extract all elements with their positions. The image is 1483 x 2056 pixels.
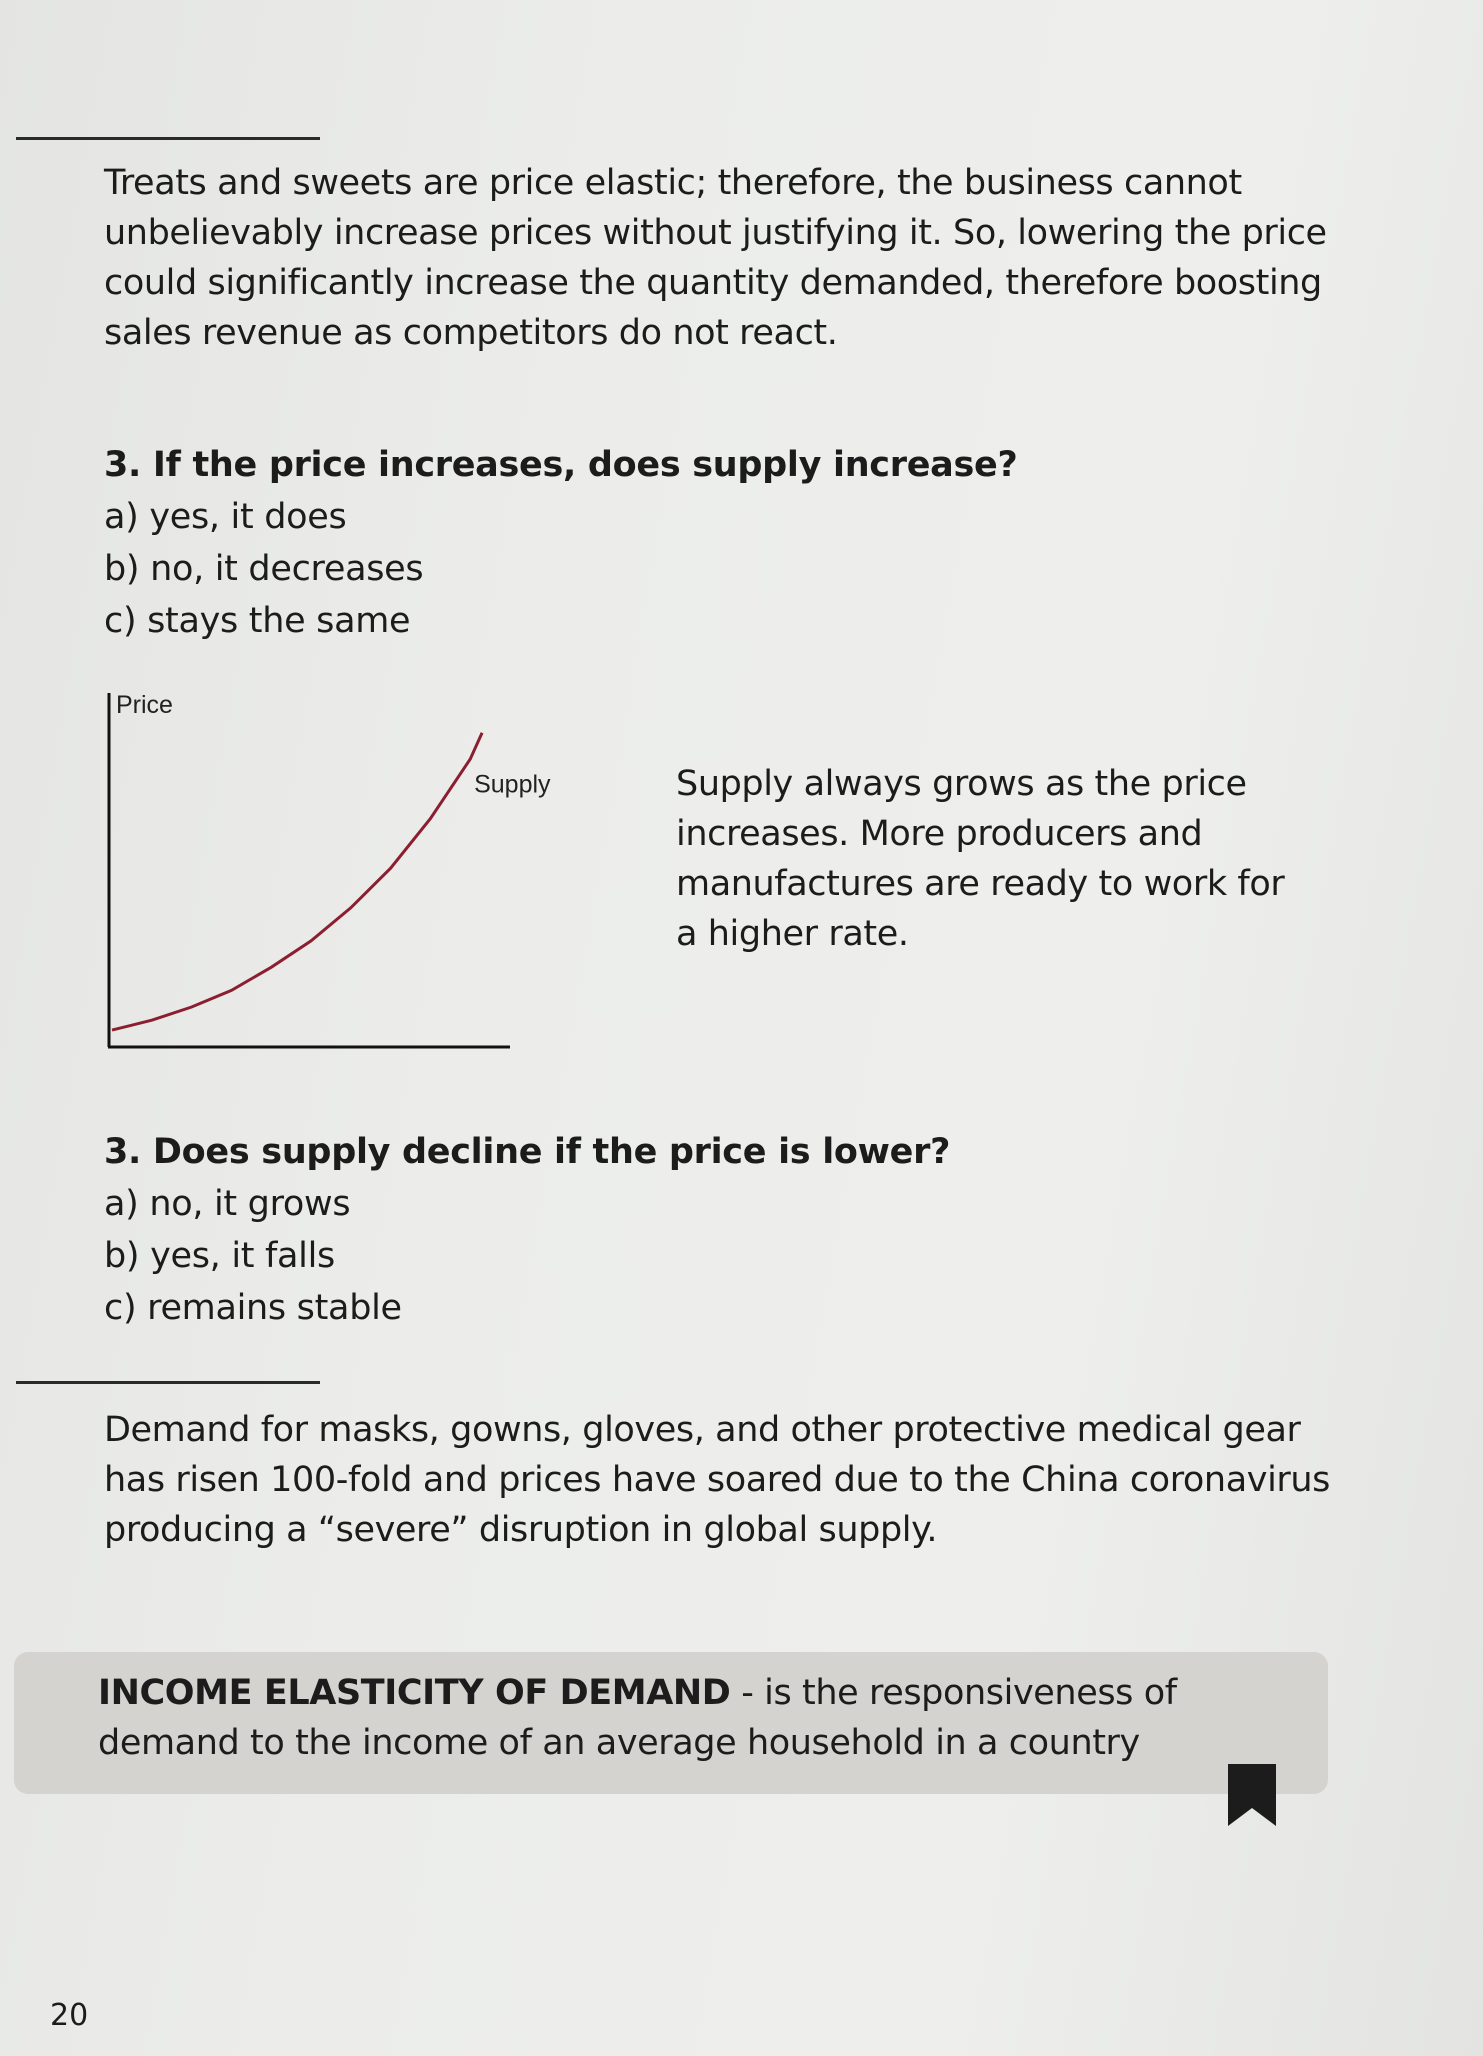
question-1-option-b: b) no, it decreases	[104, 549, 424, 589]
question-1-title: 3. If the price increases, does supply increase?	[104, 445, 1018, 485]
intro-paragraph: Treats and sweets are price elastic; therefore, the business cannot unbelievably increase prices without justifying it. So, lowering the price could significantly increase the quantity demanded, therefore boosting sales revenue as competitors do not react.	[104, 163, 1327, 353]
question-1-option-c: c) stays the same	[104, 601, 411, 641]
question-2-option-a: a) no, it grows	[104, 1184, 351, 1224]
divider-top	[16, 137, 320, 140]
question-2-option-b: b) yes, it falls	[104, 1236, 335, 1276]
definition-text	[98, 1668, 1318, 1768]
news-paragraph: Demand for masks, gowns, gloves, and other protective medical gear has risen 100-fold and prices have soared due to the China coronavirus producing a “severe” disruption in global supply.	[104, 1410, 1331, 1550]
question-2	[104, 1126, 950, 1334]
supply-curve	[112, 733, 482, 1030]
supply-curve-label: Supply	[474, 770, 551, 799]
supply-chart	[100, 685, 551, 1055]
definition-box	[14, 1652, 1328, 1794]
question-2-title: 3. Does supply decline if the price is lower?	[104, 1132, 951, 1172]
divider-bottom	[16, 1381, 320, 1384]
bookmark-icon	[1226, 1762, 1278, 1828]
definition-term: INCOME ELASTICITY OF DEMAND	[98, 1673, 731, 1713]
question-1-option-a: a) yes, it does	[104, 497, 347, 537]
y-axis-label: Price	[116, 691, 173, 719]
question-1	[104, 439, 1017, 647]
question-2-option-c: c) remains stable	[104, 1288, 402, 1328]
definition-body: - is the responsiveness of demand to the income of an average household in a country	[98, 1673, 1177, 1763]
chart-explanation: Supply always grows as the price increases. More producers and manufactures are ready to work for a higher rate.	[676, 764, 1285, 954]
page-number: 20	[50, 1998, 89, 2033]
